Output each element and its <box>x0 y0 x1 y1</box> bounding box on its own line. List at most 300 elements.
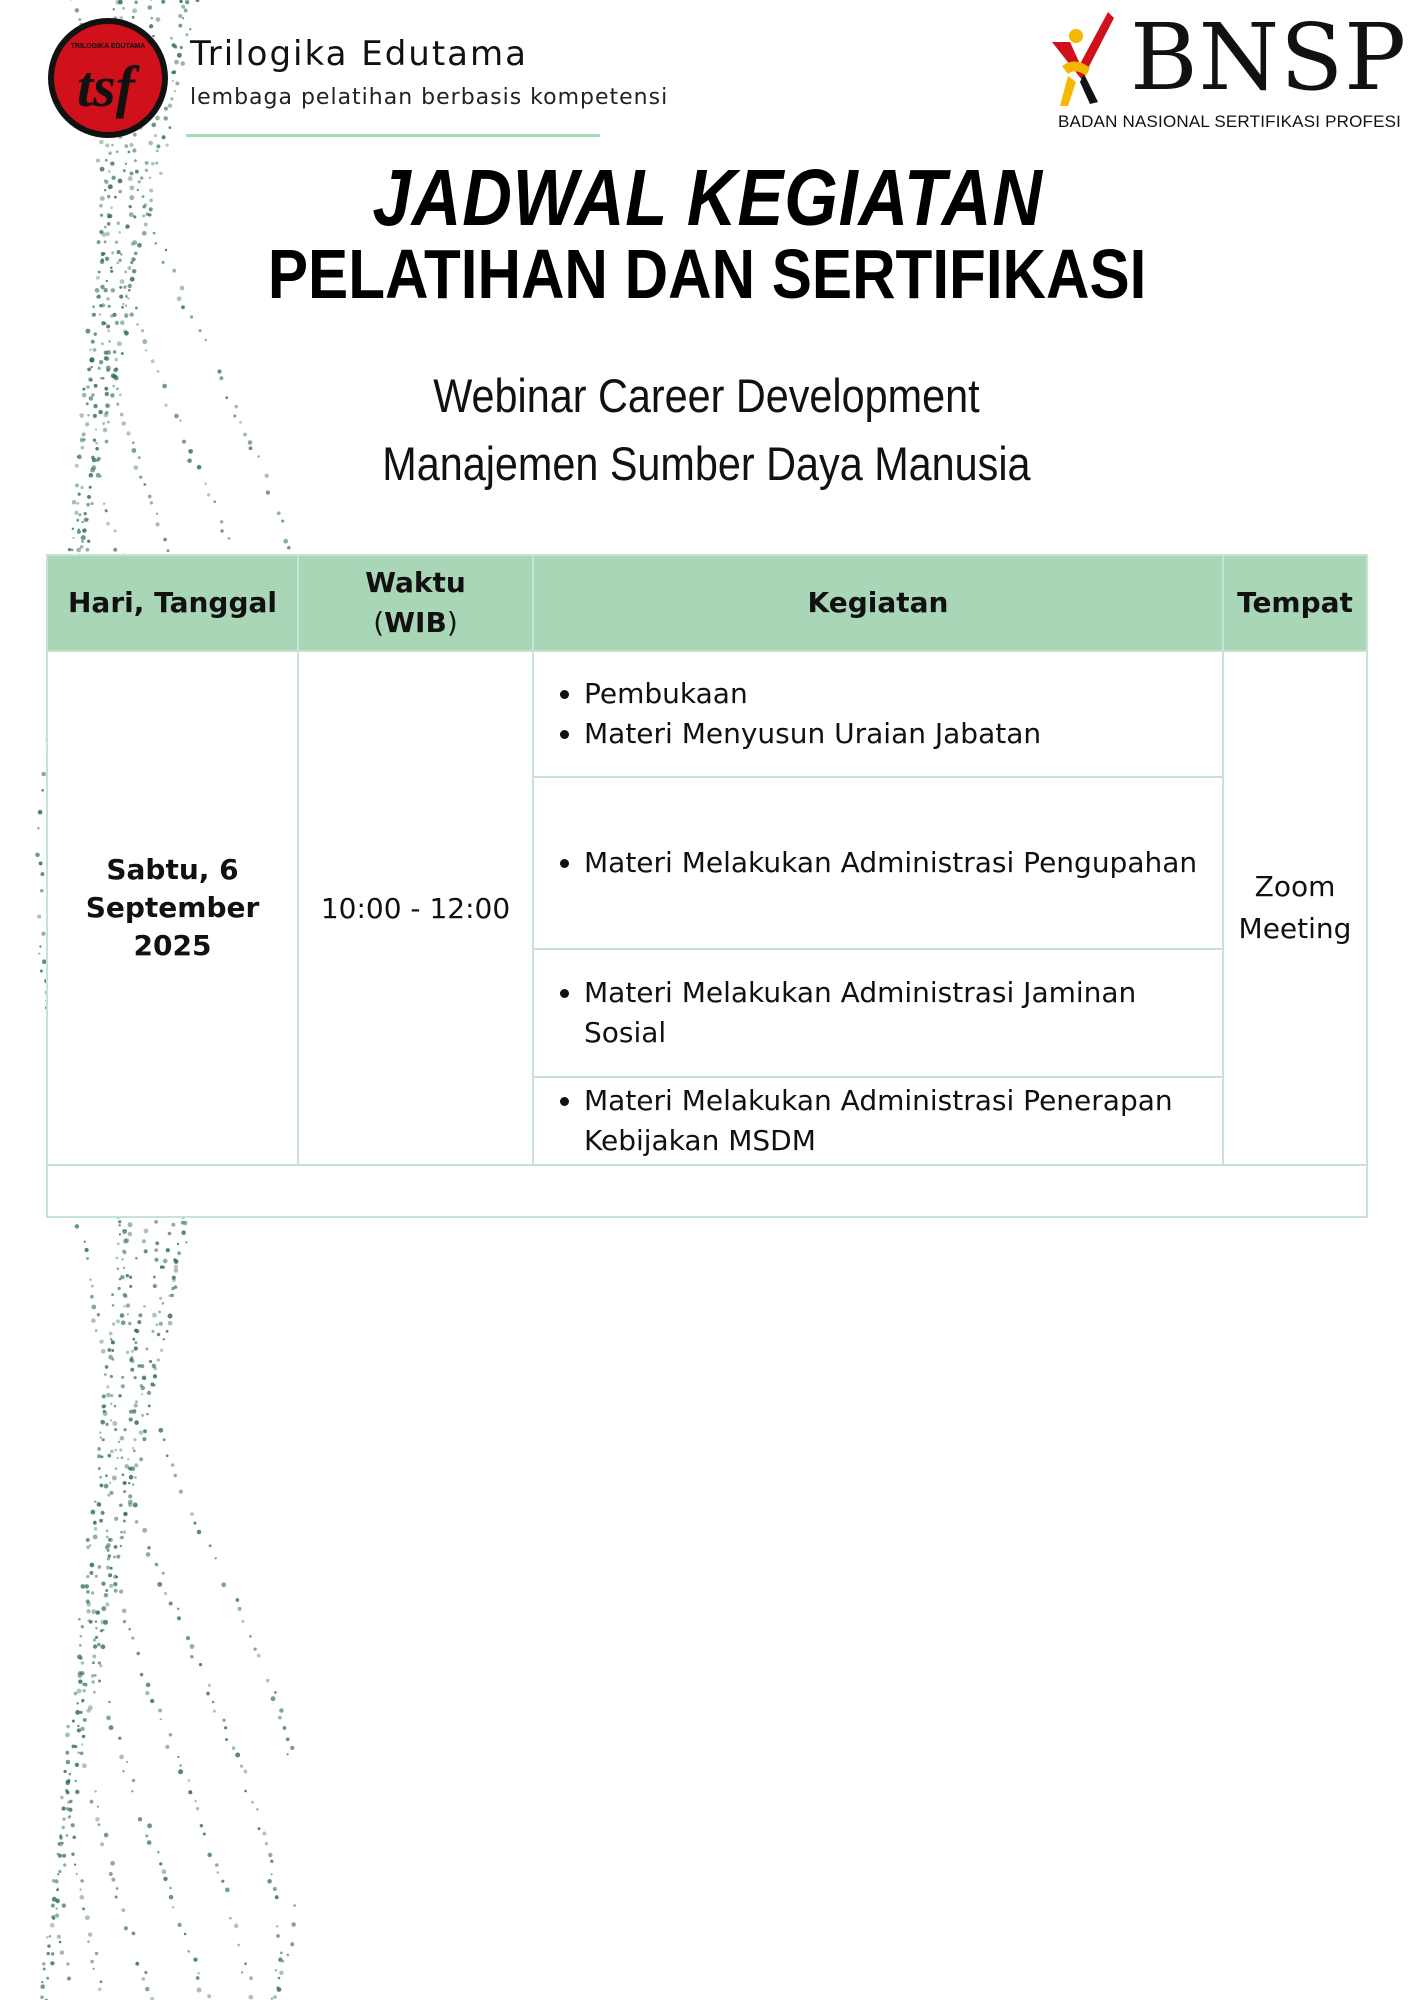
decoration-dot <box>66 1760 71 1765</box>
activity-list <box>546 973 1214 1053</box>
decoration-dot <box>113 350 117 354</box>
page-subtitle-heading: PELATIHAN DAN SERTIFIKASI <box>267 235 1147 313</box>
tsf-logo-letters: tsf <box>77 54 135 119</box>
decoration-dot <box>76 1702 78 1704</box>
empty-cell <box>47 1165 1367 1217</box>
decoration-dot <box>103 428 108 433</box>
decoration-dot <box>118 1737 121 1740</box>
decoration-dot <box>213 1710 216 1713</box>
decoration-dot <box>77 1728 81 1732</box>
decoration-dot <box>92 305 94 307</box>
decoration-dot <box>40 970 43 973</box>
decoration-dot <box>123 1620 126 1623</box>
decoration-dot <box>77 502 80 505</box>
decoration-dot <box>59 1836 63 1840</box>
decoration-dot <box>110 1403 112 1405</box>
decoration-dot <box>128 1222 133 1227</box>
decoration-dot <box>232 1746 236 1750</box>
decoration-dot <box>153 1374 157 1378</box>
decoration-dot <box>190 1512 194 1516</box>
decoration-dot <box>185 1241 187 1243</box>
decoration-dot <box>237 1944 240 1947</box>
decoration-dot <box>273 1995 277 1999</box>
decoration-dot <box>72 1836 75 1839</box>
decoration-dot <box>162 1572 165 1575</box>
decoration-dot <box>273 1887 277 1891</box>
header-time-label: Waktu <box>365 566 466 599</box>
decoration-dot <box>132 1447 135 1450</box>
decoration-dot <box>278 1716 282 1720</box>
decoration-dot <box>117 1457 119 1459</box>
decoration-dot <box>122 1258 124 1260</box>
decoration-dot <box>103 1620 108 1625</box>
decoration-dot <box>144 1229 149 1234</box>
decoration-dot <box>99 140 104 145</box>
header-time-zone: WIB <box>384 606 447 639</box>
decoration-dot <box>123 1305 125 1307</box>
decoration-dot <box>177 1756 179 1758</box>
decoration-dot <box>135 1520 138 1523</box>
decoration-dot <box>256 1808 258 1810</box>
decoration-dot <box>109 1872 113 1876</box>
decoration-dot <box>274 1691 277 1694</box>
decoration-dot <box>134 1476 137 1479</box>
decoration-dot <box>80 1635 83 1638</box>
decoration-dot <box>128 1482 130 1484</box>
decoration-dot <box>172 80 174 82</box>
event-topic: Manajemen Sumber Daya Manusia <box>382 437 1031 490</box>
decoration-dot <box>220 520 223 523</box>
activity-list <box>546 1081 1214 1161</box>
place-text: Zoom Meeting <box>1238 870 1352 945</box>
decoration-dot <box>81 1743 83 1745</box>
decoration-dot <box>93 1638 96 1641</box>
decoration-dot <box>160 1349 163 1352</box>
decoration-dot <box>65 1789 68 1792</box>
decoration-dot <box>139 1457 143 1461</box>
decoration-dot <box>134 0 138 4</box>
decoration-dot <box>236 1598 240 1602</box>
decoration-dot <box>129 1410 133 1414</box>
decoration-dot <box>174 1268 179 1273</box>
decoration-dot <box>72 500 77 505</box>
decoration-dot <box>105 1474 108 1477</box>
decoration-dot <box>105 509 108 512</box>
decoration-dot <box>181 5 185 9</box>
decoration-dot <box>66 1780 70 1784</box>
decoration-dot <box>157 1358 161 1362</box>
decoration-dot <box>129 143 133 147</box>
decoration-dot <box>97 1805 99 1807</box>
decoration-dot <box>238 1607 242 1611</box>
decoration-dot <box>128 1628 131 1631</box>
decoration-dot <box>128 1500 133 1505</box>
decoration-dot <box>177 1608 179 1610</box>
decoration-dot <box>60 1796 64 1800</box>
decoration-dot <box>174 90 176 92</box>
decoration-dot <box>150 501 153 504</box>
decoration-dot <box>214 1557 216 1559</box>
decoration-dot <box>98 1661 101 1664</box>
decoration-dot <box>98 1467 101 1470</box>
decoration-dot <box>248 1995 253 2000</box>
decoration-dot <box>121 1456 124 1459</box>
decoration-dot <box>142 1376 147 1381</box>
decoration-dot <box>95 1620 97 1622</box>
decoration-dot <box>177 1243 179 1245</box>
decoration-dot <box>119 1448 122 1451</box>
decoration-dot <box>145 1987 149 1991</box>
decoration-dot <box>147 1546 151 1550</box>
decoration-dot <box>197 1530 201 1534</box>
decoration-dot <box>208 1684 211 1687</box>
decoration-dot <box>141 1393 143 1395</box>
decoration-dot <box>89 1278 91 1280</box>
decoration-dot <box>207 1853 211 1857</box>
decoration-dot <box>100 1629 103 1632</box>
decoration-dot <box>122 1608 127 1613</box>
decoration-dot <box>87 1619 90 1622</box>
decoration-dot <box>142 1239 146 1243</box>
decoration-dot <box>108 1355 113 1360</box>
decoration-dot <box>100 1980 103 1983</box>
decoration-dot <box>72 528 74 530</box>
decoration-dot <box>84 512 87 515</box>
decoration-dot <box>166 1248 170 1252</box>
decoration-dot <box>63 1863 66 1866</box>
decoration-dot <box>106 325 110 329</box>
decoration-dot <box>188 1790 192 1794</box>
decoration-dot <box>286 1753 288 1755</box>
decoration-dot <box>155 1563 159 1567</box>
decoration-dot <box>108 1701 110 1703</box>
decoration-dot <box>152 1313 157 1318</box>
decoration-dot <box>147 1823 152 1828</box>
decoration-dot <box>106 1566 110 1570</box>
decoration-dot <box>278 1977 281 1980</box>
decoration-dot <box>130 1368 134 1372</box>
decoration-dot <box>190 1655 193 1658</box>
decoration-dot <box>171 1287 174 1290</box>
decoration-dot <box>224 1726 227 1729</box>
decoration-dot <box>115 321 119 325</box>
decoration-dot <box>138 1817 142 1821</box>
decoration-dot <box>172 43 176 47</box>
decoration-dot <box>276 1986 279 1989</box>
decoration-dot <box>123 329 127 333</box>
decoration-dot <box>75 1710 80 1715</box>
decoration-dot <box>186 1636 190 1640</box>
decoration-dot <box>106 1385 109 1388</box>
header-place: Tempat <box>1223 555 1367 651</box>
decoration-dot <box>91 502 94 505</box>
decoration-dot <box>104 1484 109 1489</box>
decoration-dot <box>190 1644 195 1649</box>
decoration-dot <box>169 1887 172 1890</box>
decoration-dot <box>122 1474 125 1477</box>
decoration-dot <box>270 1873 272 1875</box>
decoration-dot <box>126 1761 128 1763</box>
decoration-dot <box>120 1545 122 1547</box>
decoration-dot <box>111 1340 115 1344</box>
decoration-dot <box>75 1763 79 1767</box>
decoration-dot <box>165 1745 169 1749</box>
decoration-dot <box>51 1904 55 1908</box>
decoration-dot <box>112 1322 115 1325</box>
decoration-dot <box>145 349 147 351</box>
decoration-dot <box>189 28 191 30</box>
tsf-logo <box>46 16 170 140</box>
decoration-dot <box>217 1871 219 1873</box>
decoration-dot <box>71 549 74 552</box>
decoration-dot <box>50 1923 55 1928</box>
decoration-dot <box>143 1429 147 1433</box>
decoration-dot <box>95 428 97 430</box>
decoration-dot <box>134 1341 137 1344</box>
decoration-dot <box>81 540 84 543</box>
decoration-dot <box>183 1221 187 1225</box>
table-header-row <box>47 555 1367 651</box>
decoration-dot <box>249 1635 252 1638</box>
decoration-dot <box>155 522 159 526</box>
decoration-dot <box>107 1549 110 1552</box>
activity-list <box>546 843 1214 883</box>
decoration-dot <box>106 1716 111 1721</box>
decoration-dot <box>75 1790 79 1794</box>
org-tagline: lembaga pelatihan berbasis kompetensi <box>190 85 669 110</box>
decoration-dot <box>99 1339 103 1343</box>
decoration-dot <box>104 322 107 325</box>
decoration-dot <box>94 1674 97 1677</box>
decoration-dot <box>98 1988 102 1992</box>
decoration-dot <box>131 1637 134 1640</box>
decoration-dot <box>148 1405 151 1408</box>
table-empty-row <box>47 1165 1367 1217</box>
decoration-dot <box>142 1528 147 1533</box>
decoration-dot <box>124 1926 128 1930</box>
decoration-dot <box>40 872 44 876</box>
decoration-dot <box>94 1500 97 1503</box>
decoration-dot <box>156 512 158 514</box>
decoration-dot <box>107 1494 110 1497</box>
decoration-dot <box>266 1679 270 1683</box>
decoration-dot <box>146 1552 151 1557</box>
decoration-dot <box>75 1873 77 1875</box>
decoration-dot <box>104 356 109 361</box>
decoration-dot <box>139 1430 144 1435</box>
header-time-paren-close: ) <box>446 606 458 639</box>
decoration-dot <box>57 1935 61 1939</box>
decoration-dot <box>82 1763 87 1768</box>
decoration-dot <box>75 483 79 487</box>
decoration-dot <box>196 1807 199 1810</box>
decoration-dot <box>91 1591 94 1594</box>
decoration-dot <box>129 1276 132 1279</box>
cell-activity <box>533 651 1223 777</box>
decoration-dot <box>265 1842 268 1845</box>
decoration-dot <box>271 1696 276 1701</box>
decoration-dot <box>110 1450 114 1454</box>
decoration-dot <box>38 952 40 954</box>
decoration-dot <box>95 1329 98 1332</box>
decoration-dot <box>113 8 116 11</box>
decoration-dot <box>279 1971 283 1975</box>
decoration-dot <box>37 915 41 919</box>
decoration-dot <box>105 1589 108 1592</box>
decoration-dot <box>120 1313 125 1318</box>
decoration-dot <box>137 1320 141 1324</box>
decoration-dot <box>104 1833 109 1838</box>
decoration-dot <box>91 1609 96 1614</box>
decoration-dot <box>164 1592 167 1595</box>
decoration-dot <box>221 1880 224 1883</box>
decoration-dot <box>82 1689 86 1693</box>
decoration-dot <box>209 1544 212 1547</box>
decoration-dot <box>153 1367 157 1371</box>
decoration-dot <box>93 1644 97 1648</box>
decoration-dot <box>78 1679 82 1683</box>
decoration-dot <box>41 1981 43 1983</box>
cell-activity <box>533 1077 1223 1165</box>
decoration-dot <box>172 1906 175 1909</box>
decoration-dot <box>262 1832 266 1836</box>
decoration-dot <box>113 1556 116 1559</box>
decoration-dot <box>168 1294 171 1297</box>
decoration-dot <box>159 1862 162 1865</box>
activity-item: • Materi Melakukan Administrasi Jaminan Sosial <box>584 973 1214 1053</box>
decoration-dot <box>266 491 270 495</box>
decoration-dot <box>140 1673 143 1676</box>
decoration-dot <box>118 1220 121 1223</box>
decoration-dot <box>290 1746 294 1750</box>
decoration-dot <box>90 1960 94 1964</box>
decoration-dot <box>108 1538 111 1541</box>
decoration-dot <box>110 1419 112 1421</box>
decoration-dot <box>177 53 182 58</box>
decoration-dot <box>62 1854 66 1858</box>
decoration-dot <box>80 1879 83 1882</box>
decoration-dot <box>159 1297 162 1300</box>
decoration-dot <box>171 1223 175 1227</box>
org-name: Trilogika Edutama <box>190 34 528 74</box>
decoration-dot <box>108 340 110 342</box>
decoration-dot <box>108 1554 111 1557</box>
decoration-dot <box>258 1827 261 1830</box>
decoration-dot <box>81 1625 84 1628</box>
decoration-dot <box>80 486 84 490</box>
decoration-dot <box>86 1708 90 1712</box>
decoration-dot <box>163 538 167 542</box>
decoration-dot <box>141 1386 145 1390</box>
decoration-dot <box>76 519 79 522</box>
decoration-dot <box>174 60 179 65</box>
decoration-dot <box>156 1323 159 1326</box>
decoration-dot <box>93 1968 95 1970</box>
decoration-dot <box>167 549 170 552</box>
decoration-dot <box>220 529 223 532</box>
decoration-dot <box>99 1519 103 1523</box>
decoration-dot <box>94 1527 98 1531</box>
decoration-dot <box>85 1915 90 1920</box>
decoration-dot <box>138 1313 142 1317</box>
decoration-dot <box>109 1491 113 1495</box>
decoration-dot <box>77 1655 82 1660</box>
decoration-dot <box>110 1567 113 1570</box>
decoration-dot <box>101 1349 106 1354</box>
decoration-dot <box>107 1454 111 1458</box>
decoration-dot <box>120 1436 125 1441</box>
decoration-dot <box>106 1529 109 1532</box>
header-date: Hari, Tanggal <box>47 555 298 651</box>
decoration-dot <box>109 1584 113 1588</box>
decoration-dot <box>85 329 90 334</box>
decoration-dot <box>242 1620 245 1623</box>
decoration-dot <box>271 1997 273 1999</box>
decoration-dot <box>91 1674 95 1678</box>
decoration-dot <box>39 861 43 865</box>
decoration-dot <box>141 1414 144 1417</box>
decoration-dot <box>77 530 81 534</box>
decoration-dot <box>63 1818 66 1821</box>
decoration-dot <box>184 1933 186 1935</box>
tsf-logo-caption: TRILOGIKA EDUTAMA <box>70 43 146 50</box>
decoration-dot <box>168 1314 173 1319</box>
decoration-dot <box>87 1940 90 1943</box>
decoration-dot <box>136 1652 139 1655</box>
decoration-dot <box>35 853 39 857</box>
decoration-dot <box>157 1333 160 1336</box>
decoration-dot <box>55 1913 59 1917</box>
decoration-dot <box>244 1790 247 1793</box>
decoration-dot <box>196 1976 200 1980</box>
decoration-dot <box>225 1738 228 1741</box>
decoration-dot <box>49 1935 51 1937</box>
decoration-dot <box>166 1330 169 1333</box>
decoration-dot <box>157 1582 162 1587</box>
decoration-dot <box>106 1393 111 1398</box>
decoration-dot <box>71 1853 74 1856</box>
decoration-dot <box>91 1305 96 1310</box>
decoration-dot <box>177 1616 181 1620</box>
decoration-dot <box>99 1431 101 1433</box>
decoration-dot <box>116 1256 119 1259</box>
decoration-dot <box>173 1258 176 1261</box>
decoration-dot <box>180 46 183 49</box>
decoration-dot <box>79 1644 82 1647</box>
decoration-dot <box>117 1268 119 1270</box>
decoration-dot <box>97 1643 101 1647</box>
decoration-dot <box>62 1826 65 1829</box>
decoration-dot <box>40 889 44 893</box>
decoration-dot <box>147 1391 151 1395</box>
decoration-dot <box>235 1753 240 1758</box>
decoration-dot <box>86 1599 90 1603</box>
decoration-dot <box>80 545 84 549</box>
decoration-dot <box>206 1692 210 1696</box>
bnsp-wordmark: BNSP <box>1130 4 1408 111</box>
decoration-dot <box>86 503 90 507</box>
decoration-dot <box>136 323 139 326</box>
decoration-dot <box>86 1257 89 1260</box>
decoration-dot <box>89 357 94 362</box>
decoration-dot <box>135 1962 139 1966</box>
decoration-dot <box>193 1522 196 1525</box>
decoration-dot <box>158 1428 163 1433</box>
decoration-dot <box>78 493 81 496</box>
decoration-dot <box>74 1780 77 1783</box>
decoration-dot <box>144 1249 148 1253</box>
decoration-dot <box>117 1242 120 1245</box>
